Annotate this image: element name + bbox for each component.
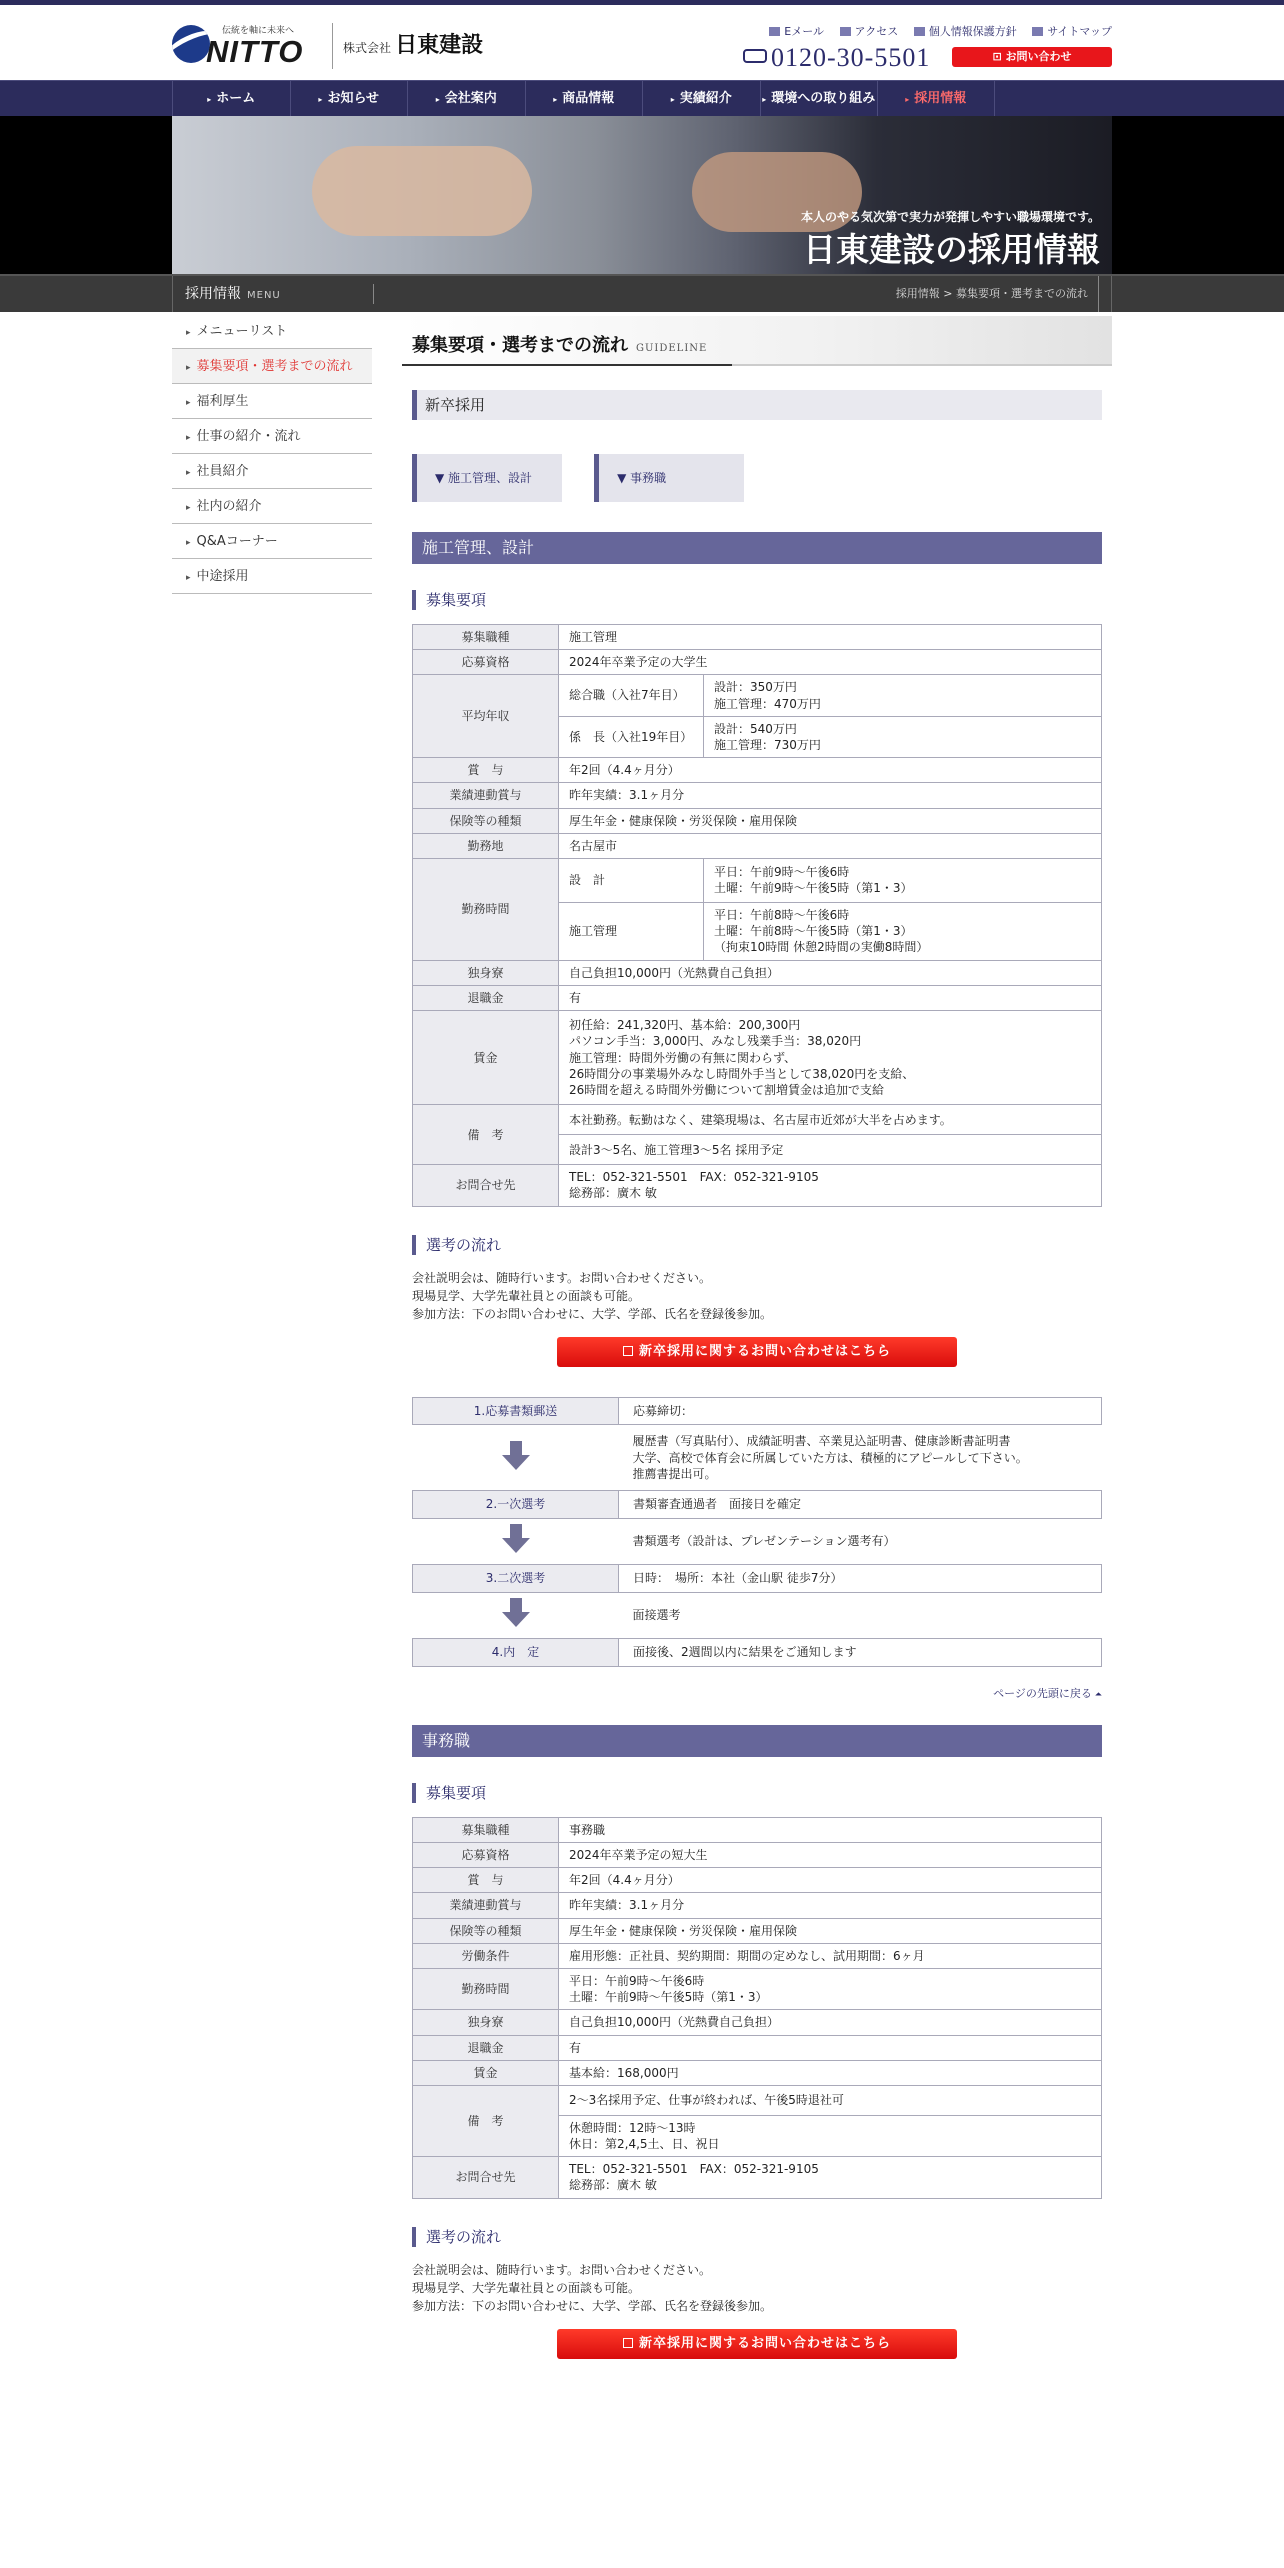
- band-heading-sekou: 施工管理、設計: [412, 532, 1102, 564]
- utility-links: [757, 23, 1112, 39]
- table-row: 勤務時間 平日：午前9時～午後6時 土曜：午前9時～午後5時（第1・3）: [413, 1968, 1102, 2009]
- new-grad-inquiry-button[interactable]: 新卒採用に関するお問い合わせはこちら: [557, 2329, 957, 2359]
- logo-tagline: 伝統を軸に未来へ: [222, 26, 295, 36]
- table-row: 保険等の種類 厚生年金・健康保険・労災保険・雇用保険: [413, 808, 1102, 833]
- sidebar-item-guideline[interactable]: ▸ 募集要項・選考までの流れ: [172, 349, 372, 384]
- band-heading-jimu: 事務職: [412, 1725, 1102, 1757]
- new-grad-inquiry-button[interactable]: 新卒採用に関するお問い合わせはこちら: [557, 1337, 957, 1367]
- jump-jimu-button[interactable]: ▼ 事務職: [594, 454, 744, 502]
- table-row: 備 考 2～3名採用予定、仕事が終われば、午後5時退社可: [413, 2085, 1102, 2115]
- link-icon: [623, 2338, 633, 2348]
- bus-icon: [840, 27, 851, 36]
- flow-heading: 選考の流れ: [412, 2227, 1102, 2247]
- mail-icon: [769, 27, 780, 36]
- page-title: 募集要項・選考までの流れ GUIDELINE: [412, 335, 708, 356]
- nav-works[interactable]: ▸ 実績紹介: [642, 81, 760, 117]
- nav-news[interactable]: ▸ お知らせ: [290, 81, 408, 117]
- table-row: お問合せ先 TEL：052-321-5501 FAX：052-321-9105 総務部：廣木 敏: [413, 1165, 1102, 1206]
- divider: [373, 284, 374, 304]
- flow-arrow-row: 履歴書（写真貼付）、成績証明書、卒業見込証明書、健康診断書証明書 大学、高校で体育会に所属していた方は、積極的にアピールして下さい。 推薦書提出可。: [413, 1425, 1102, 1491]
- down-arrow-icon: [502, 1441, 530, 1471]
- title-underline-accent: [402, 364, 732, 366]
- sidebar-item-welfare[interactable]: ▸ 福利厚生: [172, 384, 372, 419]
- table-row: 勤務時間 設 計 平日：午前9時～午後6時 土曜：午前9時～午後5時（第1・3）: [413, 858, 1102, 902]
- nav-company[interactable]: ▸ 会社案内: [407, 81, 525, 117]
- table-row: 賞 与 年2回（4.4ヶ月分）: [413, 758, 1102, 783]
- flow-step: 1.応募書類郵送 応募締切：: [413, 1397, 1102, 1425]
- section-bar: [0, 274, 1284, 312]
- table-row: 独身寮 自己負担10,000円（光熱費自己負担）: [413, 2010, 1102, 2035]
- flow-description: 会社説明会は、随時行います。お問い合わせください。 現場見学、大学先輩社員との面談も可能。 参加方法：下のお問い合わせに、大学、学部、氏名を登録後参加。: [412, 1270, 773, 1321]
- sitemap-icon: [1032, 27, 1043, 36]
- site-header: [172, 5, 1112, 80]
- banner-subtitle: 本人のやる気次第で実力が発揮しやすい職場環境です。: [800, 210, 1100, 224]
- table-row: 業績連動賞与 昨年実績：3.1ヶ月分: [413, 783, 1102, 808]
- logo-mark-icon: [172, 25, 210, 63]
- req-heading: 募集要項: [412, 590, 1102, 610]
- flow-description: 会社説明会は、随時行います。お問い合わせください。 現場見学、大学先輩社員との面談も可能。 参加方法：下のお問い合わせに、大学、学部、氏名を登録後参加。: [412, 2262, 773, 2313]
- logo-word: NITTO: [206, 34, 304, 69]
- company-type: 株式会社: [343, 41, 392, 55]
- table-row: 業績連動賞与 昨年実績：3.1ヶ月分: [413, 1893, 1102, 1918]
- down-arrow-icon: [502, 1524, 530, 1554]
- sitemap-link[interactable]: サイトマップ: [1032, 25, 1112, 38]
- table-row: 募集職種 施工管理: [413, 625, 1102, 650]
- requirements-table-jimu: [412, 1817, 1102, 2199]
- back-to-top-link[interactable]: ページの先頭に戻る ⏶: [412, 1685, 1102, 1701]
- freedial-icon: [743, 49, 767, 63]
- table-row: 賃金 初任給：241,320円、基本給：200,300円 パソコン手当：3,000円、みなし残業手当：38,020円 施工管理：時間外労働の有無に関わらず、 26時間分の事業場外みなし時間外手当として38,020円を支給、 26時間を超える時間外労働について割増賃金は追加で支給: [413, 1011, 1102, 1105]
- nav-products[interactable]: ▸ 商品情報: [525, 81, 643, 117]
- table-row: 設計3〜5名、施工管理3〜5名 採用予定: [413, 1135, 1102, 1165]
- email-link[interactable]: Eメール: [769, 25, 824, 38]
- req-heading: 募集要項: [412, 1783, 1102, 1803]
- flow-heading: 選考の流れ: [412, 1235, 1102, 1255]
- company-logo[interactable]: [172, 23, 327, 69]
- table-row: 平均年収 総合職（入社7年目） 設計：350万円 施工管理：470万円: [413, 675, 1102, 716]
- selection-flow-table: [412, 1397, 1102, 1667]
- flow-step: 2.一次選考 書類審査通過者 面接日を確定: [413, 1491, 1102, 1519]
- section-heading-new-grad: 新卒採用: [412, 390, 1102, 420]
- flow-arrow-row: 面接選考: [413, 1593, 1102, 1639]
- person-icon: [914, 27, 925, 36]
- table-row: 独身寮 自己負担10,000円（光熱費自己負担）: [413, 960, 1102, 985]
- table-row: 休憩時間：12時～13時 休日：第2,4,5土、日、祝日: [413, 2115, 1102, 2156]
- company-name-block: [332, 23, 483, 69]
- table-row: 施工管理 平日：午前8時～午後6時 土曜：午前8時～午後5時（第1・3） （拘束10時間 休憩2時間の実働8時間）: [413, 902, 1102, 960]
- section-menu-title: 採用情報 MENU: [185, 286, 281, 302]
- table-row: 退職金 有: [413, 2035, 1102, 2060]
- nav-home[interactable]: ▸ ホーム: [172, 81, 290, 117]
- sidebar-item-menu-list[interactable]: ▸ メニューリスト: [172, 314, 372, 349]
- sidebar-item-office[interactable]: ▸ 社内の紹介: [172, 489, 372, 524]
- hero-banner: [0, 116, 1284, 274]
- phone-number[interactable]: 0120-30-5501: [743, 43, 930, 73]
- breadcrumb[interactable]: 採用情報 > 募集要項・選考までの流れ: [896, 276, 1099, 312]
- table-row: 賞 与 年2回（4.4ヶ月分）: [413, 1868, 1102, 1893]
- table-row: 退職金 有: [413, 986, 1102, 1011]
- company-name: 日東建設: [395, 33, 484, 58]
- table-row: 応募資格 2024年卒業予定の大学生: [413, 650, 1102, 675]
- nav-recruit[interactable]: ▸ 採用情報: [877, 81, 995, 117]
- sidebar-menu: [172, 314, 372, 594]
- table-row: 募集職種 事務職: [413, 1817, 1102, 1842]
- flow-step: 4.内 定 面接後、2週間以内に結果をご通知します: [413, 1639, 1102, 1667]
- table-row: 係 長（入社19年目） 設計：540万円 施工管理：730万円: [413, 716, 1102, 757]
- table-row: 備 考 本社勤務。転勤はなく、建築現場は、名古屋市近郊が大半を占めます。: [413, 1105, 1102, 1135]
- table-row: お問合せ先 TEL：052-321-5501 FAX：052-321-9105 総務部：廣木 敏: [413, 2157, 1102, 2198]
- sidebar-item-qa[interactable]: ▸ Q&Aコーナー: [172, 524, 372, 559]
- table-row: 賃金 基本給：168,000円: [413, 2060, 1102, 2085]
- page-title-bar: [402, 316, 1112, 366]
- content: [402, 316, 1112, 2359]
- table-row: 応募資格 2024年卒業予定の短大生: [413, 1843, 1102, 1868]
- privacy-link[interactable]: 個人情報保護方針: [914, 25, 1017, 38]
- nav-environment[interactable]: ▸ 環境への取り組み: [760, 81, 878, 117]
- sidebar-item-staff[interactable]: ▸ 社員紹介: [172, 454, 372, 489]
- link-icon: [623, 1346, 633, 1356]
- requirements-table-sekou: [412, 624, 1102, 1207]
- flow-step: 3.二次選考 日時： 場所：本社（金山駅 徒歩7分）: [413, 1565, 1102, 1593]
- down-arrow-icon: [502, 1598, 530, 1628]
- title-underline: [732, 364, 1112, 366]
- global-nav: [0, 80, 1284, 116]
- table-row: 保険等の種類 厚生年金・健康保険・労災保険・雇用保険: [413, 1918, 1102, 1943]
- sidebar-item-midcareer[interactable]: ▸ 中途採用: [172, 559, 372, 594]
- flow-arrow-row: 書類選考（設計は、プレゼンテーション選考有）: [413, 1519, 1102, 1565]
- banner-photo-hand: [312, 146, 532, 236]
- table-row: 労働条件 雇用形態：正社員、契約期間：期間の定めなし、試用期間：6ヶ月: [413, 1943, 1102, 1968]
- access-link[interactable]: アクセス: [840, 25, 899, 38]
- sidebar-item-work[interactable]: ▸ 仕事の紹介・流れ: [172, 419, 372, 454]
- table-row: 勤務地 名古屋市: [413, 833, 1102, 858]
- jump-links: [412, 454, 1102, 502]
- contact-button[interactable]: ⊡ お問い合わせ: [952, 47, 1112, 67]
- jump-sekou-button[interactable]: ▼ 施工管理、設計: [412, 454, 562, 502]
- banner-title: 日東建設の採用情報: [803, 230, 1100, 269]
